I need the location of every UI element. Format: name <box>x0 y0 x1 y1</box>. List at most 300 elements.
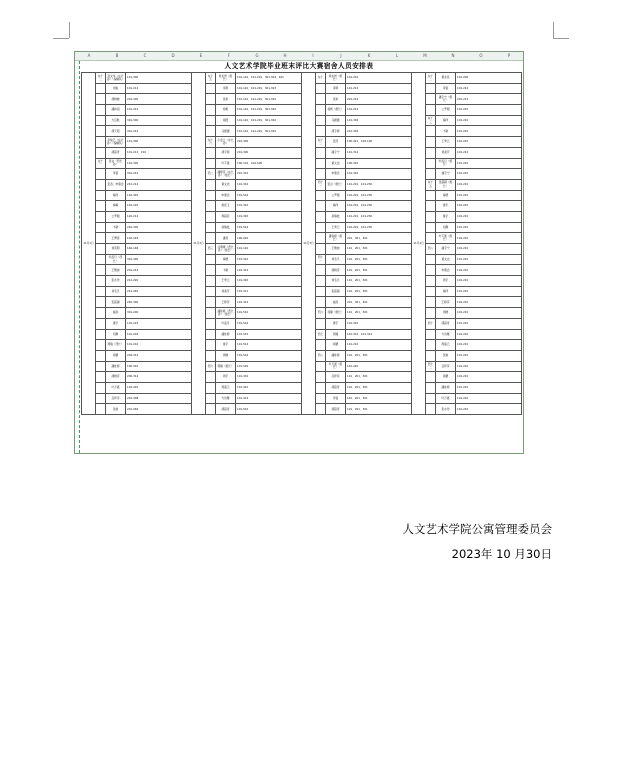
rooms-cell: 146-146 <box>126 244 192 255</box>
name-cell: 李俊艺（东长孙）（编辑队） <box>106 137 126 148</box>
schedule-table <box>81 72 522 415</box>
name-cell: 李斯 <box>216 83 236 94</box>
rooms-cell: 101、201、301 <box>346 286 412 297</box>
name-cell: 孙瑞枝 <box>326 211 346 222</box>
floor-cell <box>426 158 436 169</box>
rooms-cell: 101-210 <box>456 201 522 212</box>
floor-cell <box>426 297 436 308</box>
page-gutter <box>75 61 80 453</box>
rooms-cell: 101-312 <box>236 265 302 276</box>
rooms-cell: 101-210 <box>456 190 522 201</box>
ruler-letter: B <box>115 53 119 58</box>
rooms-cell: 101-320 <box>236 276 302 287</box>
floor-cell: 西二 <box>206 169 216 180</box>
rooms-cell: 101-110、101-201、301-302 <box>236 126 302 137</box>
name-cell: 周晓 <box>436 308 456 319</box>
ruler-letter: J <box>340 53 342 58</box>
floor-cell <box>426 169 436 180</box>
rooms-cell: 116-320 <box>126 190 192 201</box>
name-cell: 张弟 <box>326 94 346 105</box>
floor-cell <box>96 340 106 351</box>
floor-cell <box>96 179 106 190</box>
name-cell: 徐永昂（组长） <box>326 73 346 84</box>
rooms-cell: 101-300 <box>126 158 192 169</box>
name-cell: 唐宇 <box>106 318 126 329</box>
name-cell: 唐宇 <box>436 201 456 212</box>
floor-cell <box>316 361 326 372</box>
rooms-cell: 101-201、101-230 <box>346 190 412 201</box>
ruler-letter: M <box>423 53 427 58</box>
floor-cell <box>206 276 216 287</box>
name-cell: 周骆云 <box>216 382 236 393</box>
name-cell: 吕梓萍 <box>106 393 126 404</box>
floor-cell <box>96 244 106 255</box>
floor-cell <box>206 350 216 361</box>
name-cell: 潘宇宁（组长） <box>436 94 456 105</box>
rooms-cell: 204-312 <box>126 350 192 361</box>
rooms-cell: 101-212、210 <box>126 147 192 158</box>
rooms-cell: 116-145 <box>126 233 192 244</box>
name-cell: 鲁宇 <box>436 211 456 222</box>
floor-cell <box>96 318 106 329</box>
rooms-cell: 101-210 <box>456 308 522 319</box>
rooms-cell: 101-210 <box>456 372 522 383</box>
name-cell: 张涛 <box>326 137 346 148</box>
name-cell: 周超若 <box>216 211 236 222</box>
rooms-cell: 201-212 <box>126 265 192 276</box>
rooms-cell: 101-320 <box>236 211 302 222</box>
rooms-cell: 301-212 <box>126 126 192 137</box>
name-cell: 刘美芳 <box>216 286 236 297</box>
rooms-cell: 101、201、301 <box>346 404 412 415</box>
name-cell: 何静（组长） <box>326 308 346 319</box>
floor-cell <box>96 297 106 308</box>
rooms-cell: 200-314 <box>126 372 192 383</box>
rooms-cell: 101-512 <box>236 340 302 351</box>
name-cell: 叶芊蕾 <box>216 158 236 169</box>
floor-cell <box>426 211 436 222</box>
floor-cell <box>96 147 106 158</box>
floor-cell: 西七 <box>316 329 326 340</box>
floor-cell <box>206 115 216 126</box>
floor-cell <box>206 201 216 212</box>
floor-cell <box>316 94 326 105</box>
rooms-cell: 101、201、301 <box>346 276 412 287</box>
floor-cell <box>426 329 436 340</box>
name-cell: 任明晴（西长孙）（组长） <box>216 244 236 255</box>
floor-cell <box>206 211 216 222</box>
name-cell: 潘宇宁 <box>436 244 456 255</box>
rooms-cell: 101-200 <box>456 73 522 84</box>
name-cell: 杨帆 <box>216 105 236 116</box>
name-cell: 方诗雅 <box>436 329 456 340</box>
floor-cell <box>206 393 216 404</box>
rooms-cell: 100-220 <box>236 233 302 244</box>
name-cell: 郭楠（组长） <box>216 361 236 372</box>
floor-cell <box>206 94 216 105</box>
name-cell: 周宇 <box>216 372 236 383</box>
name-cell: 孙瑞枝 <box>216 222 236 233</box>
floor-cell <box>426 372 436 383</box>
rooms-cell: 101-210 <box>456 340 522 351</box>
name-cell: 胡宇婷 <box>216 147 236 158</box>
name-cell: 梅梅 <box>106 201 126 212</box>
name-cell: 张超越 <box>326 286 346 297</box>
crop-mark <box>553 22 554 38</box>
rooms-cell: 100-310 <box>126 361 192 372</box>
rooms-cell: 101-510 <box>236 308 302 319</box>
name-cell: 申慕会 <box>436 265 456 276</box>
floor-cell <box>426 254 436 265</box>
rooms-cell: 101-300 <box>126 73 192 84</box>
name-cell: 潘铁婷（西长孙）（组长） <box>216 308 236 319</box>
rooms-cell: 100-321、100-100 <box>346 137 412 148</box>
table-row <box>82 73 522 84</box>
floor-cell <box>206 105 216 116</box>
rooms-cell: 101-210 <box>456 329 522 340</box>
name-cell: 公罗刚 <box>326 190 346 201</box>
floor-cell <box>316 147 326 158</box>
name-cell: 梅德 <box>436 190 456 201</box>
name-cell: 方启航 <box>106 115 126 126</box>
floor-cell: 东十 <box>316 73 326 84</box>
crop-mark <box>69 22 70 38</box>
name-cell: 吴文华（东长孙）（编辑队） <box>106 73 126 84</box>
name-cell: 刘名凡 <box>106 286 126 297</box>
name-cell: 叶泓月（组长） <box>436 158 456 169</box>
floor-cell <box>426 350 436 361</box>
name-cell: 王秀云 <box>216 276 236 287</box>
name-cell: 胡超奇 <box>436 318 456 329</box>
name-cell: 牛金兰（东长孙） <box>216 137 236 148</box>
rooms-cell: 101-520 <box>236 361 302 372</box>
floor-cell <box>206 265 216 276</box>
name-cell: 王雅迪 <box>326 244 346 255</box>
rooms-cell: 101-310 <box>236 201 302 212</box>
rooms-cell: 101-212 <box>456 147 522 158</box>
rooms-cell: 101-210 <box>456 211 522 222</box>
floor-cell <box>316 169 326 180</box>
floor-cell <box>96 115 106 126</box>
name-cell: 胡栖 <box>436 372 456 383</box>
rooms-cell: 101-210 <box>456 265 522 276</box>
rooms-cell: 101-110、101-201、301-302 <box>236 115 302 126</box>
floor-cell <box>96 83 106 94</box>
rooms-cell: 101-210 <box>456 318 522 329</box>
name-cell: 梅洋 <box>106 190 126 201</box>
floor-cell: 西六 <box>206 361 216 372</box>
name-cell: 卞敏 <box>436 126 456 137</box>
name-cell: 叶万嘉 <box>106 382 126 393</box>
floor-cell <box>96 94 106 105</box>
floor-cell: 东十二 <box>96 73 106 84</box>
floor-cell <box>206 297 216 308</box>
name-cell: 卞敏 <box>106 222 126 233</box>
name-cell: 何静 <box>436 222 456 233</box>
rooms-cell: 120-212 <box>126 211 192 222</box>
ruler-letter: N <box>451 53 455 58</box>
rooms-cell: 101-210 <box>456 233 522 244</box>
floor-cell <box>316 201 326 212</box>
floor-cell: 东十五 <box>206 73 216 84</box>
floor-cell <box>316 393 326 404</box>
rooms-cell: 100-310 <box>346 158 412 169</box>
floor-cell <box>206 158 216 169</box>
floor-cell: 西十 <box>426 318 436 329</box>
floor-cell <box>206 190 216 201</box>
name-cell: 刘美芳 <box>436 147 456 158</box>
date-cell: 11月2日 <box>192 73 206 415</box>
rooms-cell: 101-202 <box>126 329 192 340</box>
rooms-cell: 101-201、101-230 <box>346 179 412 190</box>
name-cell: 周宇 <box>436 276 456 287</box>
name-cell: 申慕会 <box>326 169 346 180</box>
name-cell: 周骆云 <box>436 340 456 351</box>
floor-cell <box>426 94 436 105</box>
name-cell: 张姚 <box>106 404 126 415</box>
rooms-cell: 101-201、101-230 <box>346 201 412 212</box>
floor-cell <box>426 83 436 94</box>
floor-cell: 东十一 <box>96 158 106 169</box>
rooms-cell: 101-210 <box>456 254 522 265</box>
rooms-cell: 101-210 <box>456 105 522 116</box>
rooms-cell: 101-210 <box>126 340 192 351</box>
rooms-cell: 101-122 <box>126 318 192 329</box>
name-cell: 黄文洁 <box>436 254 456 265</box>
name-cell: 潘桂婷 <box>326 350 346 361</box>
spreadsheet-page <box>74 51 524 454</box>
floor-cell: 东十三 <box>426 115 436 126</box>
name-cell: 胡栖 <box>326 340 346 351</box>
rooms-cell: 101-210 <box>456 126 522 137</box>
name-cell: 胡超奇 <box>326 404 346 415</box>
floor-cell <box>426 308 436 319</box>
issuer-name: 人文艺术学院公寓管理委员会 <box>402 522 552 536</box>
floor-cell: 西八 <box>316 350 326 361</box>
name-cell: 崔添 <box>106 308 126 319</box>
name-cell: 胡超奇 <box>106 147 126 158</box>
name-cell: 胡葭 <box>216 115 236 126</box>
rooms-cell: 101、201、301 <box>346 372 412 383</box>
rooms-cell: 101-201、101-230 <box>346 211 412 222</box>
rooms-cell: 116-120 <box>126 201 192 212</box>
floor-cell <box>316 158 326 169</box>
name-cell: 胡晓晓 <box>106 94 126 105</box>
floor-cell <box>96 372 106 383</box>
name-cell: 黄永民 <box>436 73 456 84</box>
rooms-cell: 201、301、401 <box>346 297 412 308</box>
rooms-cell: 101-201、101-230 <box>346 222 412 233</box>
floor-cell <box>96 233 106 244</box>
name-cell: 潘林羽 <box>106 105 126 116</box>
rooms-cell: 101-510 <box>236 318 302 329</box>
name-cell: 梅洋 <box>326 201 346 212</box>
floor-cell: 东十六 <box>206 137 216 148</box>
rooms-cell: 101-210 <box>456 350 522 361</box>
floor-cell <box>206 329 216 340</box>
rooms-cell: 101-210 <box>456 297 522 308</box>
name-cell: 张言（西长孙） <box>106 158 126 169</box>
floor-cell <box>206 179 216 190</box>
floor-cell <box>316 126 326 137</box>
floor-cell <box>426 201 436 212</box>
floor-cell <box>316 222 326 233</box>
floor-cell <box>96 286 106 297</box>
rooms-cell: 101-510 <box>236 190 302 201</box>
floor-cell <box>206 404 216 415</box>
floor-cell <box>206 233 216 244</box>
rooms-cell: 201-301 <box>236 169 302 180</box>
floor-cell: 西六 <box>316 308 326 319</box>
rooms-cell: 101-301 <box>236 372 302 383</box>
name-cell: 唐宇 <box>326 318 346 329</box>
name-cell: 叶泓月（西长） <box>106 254 126 265</box>
floor-cell: 西十一 <box>316 179 326 190</box>
rooms-cell: 101-212 <box>456 83 522 94</box>
floor-cell <box>96 361 106 372</box>
name-cell: 张言（组长） <box>326 179 346 190</box>
floor-cell <box>426 190 436 201</box>
ruler-letter: D <box>171 53 175 58</box>
rooms-cell: 116-220 <box>126 382 192 393</box>
floor-cell: 西八 <box>426 244 436 255</box>
rooms-cell: 101-510 <box>236 350 302 361</box>
rooms-cell: 101-210 <box>456 115 522 126</box>
floor-cell: 东十二 <box>316 137 326 148</box>
rooms-cell: 101、201、301 <box>346 244 412 255</box>
floor-cell <box>426 276 436 287</box>
name-cell: 黄文洁 <box>326 158 346 169</box>
name-cell: 胡宇婷 <box>326 126 346 137</box>
floor-cell <box>96 308 106 319</box>
rooms-cell: 220-300 <box>126 297 192 308</box>
rooms-cell: 101-210 <box>456 137 522 148</box>
ruler-letter: I <box>312 53 314 58</box>
name-cell: 徐永昂（组长） <box>216 73 236 84</box>
ruler-letter: H <box>283 53 287 58</box>
rooms-cell: 100-101、410-500 <box>236 158 302 169</box>
name-cell: 胡晓萍 <box>106 372 126 383</box>
name-cell: 马媛媛 <box>326 115 346 126</box>
name-cell: 潘雯 <box>216 233 236 244</box>
name-cell: 潘桂婷 <box>436 382 456 393</box>
rooms-cell: 101-312 <box>346 147 412 158</box>
floor-cell <box>96 126 106 137</box>
rooms-cell: 210-246 <box>126 404 192 415</box>
name-cell: 张涛、申慕会 <box>106 179 126 190</box>
rooms-cell: 101-212 <box>346 105 412 116</box>
name-cell: 李斯 <box>326 83 346 94</box>
rooms-cell: 221-240 <box>126 286 192 297</box>
name-cell: 周瑞 <box>326 329 346 340</box>
floor-cell <box>426 126 436 137</box>
rooms-cell: 101-110、101-201、301-303、401 <box>236 73 302 84</box>
floor-cell <box>96 222 106 233</box>
ruler-letter: G <box>255 53 259 58</box>
rooms-cell: 101-302 <box>346 115 412 126</box>
ruler-letter: L <box>395 53 399 58</box>
rooms-cell: 101-311 <box>236 286 302 297</box>
name-cell: 刘锐 <box>106 83 126 94</box>
rooms-cell: 101-210 <box>456 361 522 372</box>
name-cell: 李铭 <box>326 393 346 404</box>
floor-cell <box>206 126 216 137</box>
floor-cell <box>206 340 216 351</box>
rooms-cell: 212-302 <box>346 126 412 137</box>
floor-cell <box>206 372 216 383</box>
rooms-cell: 301-200 <box>126 308 192 319</box>
floor-cell <box>206 254 216 265</box>
issue-date: 2023年 10 月30日 <box>451 547 552 561</box>
rooms-cell: 101-515 <box>236 329 302 340</box>
floor-cell <box>426 147 436 158</box>
floor-cell <box>316 286 326 297</box>
floor-cell <box>426 393 436 404</box>
floor-cell <box>316 190 326 201</box>
ruler-letter: A <box>87 53 91 58</box>
rooms-cell: 101-210 <box>456 244 522 255</box>
floor-cell <box>96 276 106 287</box>
rooms-cell: 101-212 <box>126 83 192 94</box>
floor-cell <box>96 201 106 212</box>
name-cell: 胡天昭 <box>106 126 126 137</box>
floor-cell <box>316 404 326 415</box>
rooms-cell: 101-110、101-201、301-302 <box>236 105 302 116</box>
rooms-cell: 101-110 <box>236 244 302 255</box>
floor-cell <box>426 233 436 244</box>
name-cell: 梅洋 <box>436 115 456 126</box>
rooms-cell: 301-300 <box>126 254 192 265</box>
floor-cell <box>316 318 326 329</box>
rooms-cell: 101、201、301 <box>346 350 412 361</box>
floor-cell <box>426 137 436 148</box>
floor-cell <box>96 350 106 361</box>
floor-cell <box>426 105 436 116</box>
rooms-cell: 201-212 <box>456 94 522 105</box>
name-cell: 马媛媛 <box>216 126 236 137</box>
floor-cell <box>426 404 436 415</box>
floor-cell <box>206 147 216 158</box>
crop-mark <box>53 38 69 39</box>
rooms-cell: 101-300 <box>126 137 192 148</box>
floor-cell: 东十二 <box>426 73 436 84</box>
crop-mark <box>553 38 569 39</box>
name-cell: 张水玲 <box>106 276 126 287</box>
name-cell: 周晓 <box>216 350 236 361</box>
floor-cell <box>206 318 216 329</box>
floor-cell <box>96 254 106 265</box>
column-ruler <box>75 52 523 61</box>
floor-cell <box>426 286 436 297</box>
floor-cell <box>96 382 106 393</box>
rooms-cell: 101-310 <box>346 318 412 329</box>
name-cell: 卞敏 <box>216 265 236 276</box>
name-cell: 叶芊蕾（组长） <box>436 233 456 244</box>
name-cell: 王秀云 <box>326 222 346 233</box>
floor-cell <box>96 190 106 201</box>
rooms-cell: 201-300 <box>126 94 192 105</box>
ruler-letter: P <box>507 53 511 58</box>
ruler-letter: F <box>227 53 231 58</box>
name-cell: 王秀云 <box>436 137 456 148</box>
ruler-letter: K <box>367 53 371 58</box>
floor-cell <box>206 83 216 94</box>
floor-cell <box>316 265 326 276</box>
name-cell: 公罗刚 <box>436 105 456 116</box>
rooms-cell: 201-300 <box>236 147 302 158</box>
floor-cell <box>426 265 436 276</box>
sheet-title: 人文艺术学院毕业班末评比大赛宿舍人员安排表 <box>224 62 374 70</box>
